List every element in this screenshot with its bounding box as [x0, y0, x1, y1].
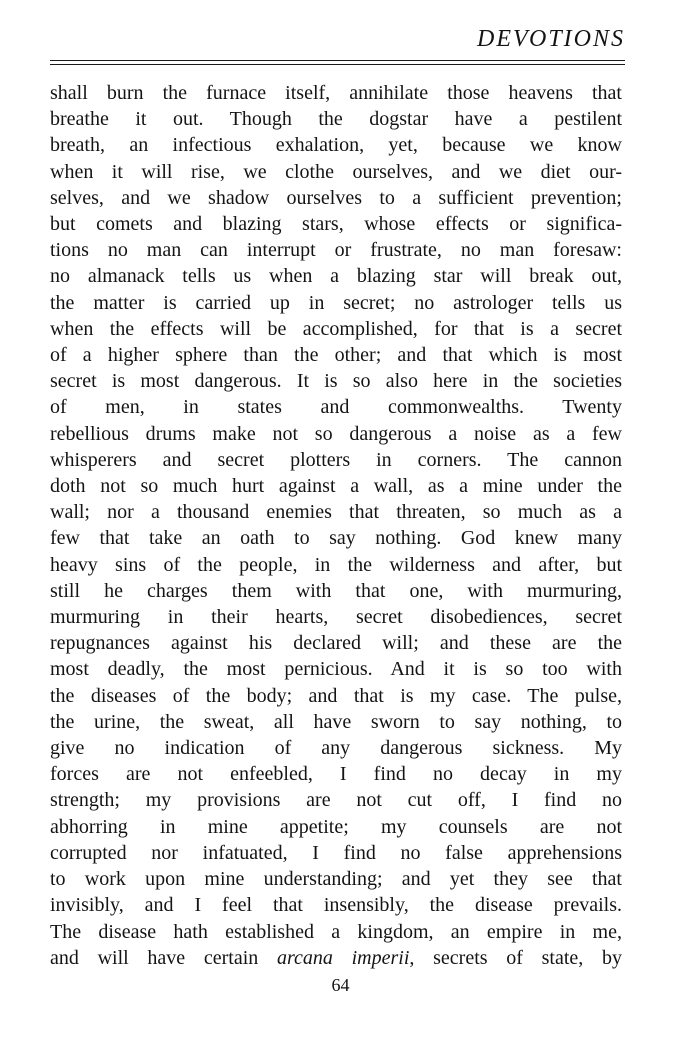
text-line: The disease hath established a kingdom, an empire in me,	[50, 920, 622, 943]
text-line: shall burn the furnace itself, annihilate those heavens that	[50, 82, 622, 104]
text-line: selves, and we shadow ourselves to a sufficient prevention;	[50, 186, 622, 209]
text-line: when the effects will be accomplished, for that is a secret	[50, 317, 622, 340]
text-line: strength; my provisions are not cut off, I find no	[50, 789, 622, 812]
text-line: wall; nor a thousand enemies that threaten, so much as a	[50, 501, 622, 524]
text-line: breath, an infectious exhalation, yet, because we know	[50, 134, 622, 157]
text-line: but comets and blazing stars, whose effects or significa-	[50, 213, 622, 236]
text-line: still he charges them with that one, with murmuring,	[50, 579, 622, 602]
text-line: corrupted nor infatuated, I find no false apprehensions	[50, 841, 622, 864]
text-line: the matter is carried up in secret; no astrologer tells us	[50, 291, 622, 314]
running-title: DEVOTIONS	[477, 26, 625, 52]
text-line: whisperers and secret plotters in corners. The cannon	[50, 448, 622, 471]
text-line: when it will rise, we clothe ourselves, and we diet our-	[50, 160, 622, 183]
text-line: few that take an oath to say nothing. God knew many	[50, 527, 622, 550]
text-line-last	[50, 945, 622, 971]
text-line: give no indication of any dangerous sickness. My	[50, 737, 622, 760]
text-line: invisibly, and I feel that insensibly, the disease prevails.	[50, 894, 622, 917]
text-line: most deadly, the most pernicious. And it is so too with	[50, 658, 622, 681]
text-line: of men, in states and commonwealths. Twenty	[50, 396, 622, 419]
header-rule-lower	[50, 64, 625, 65]
page-number: 64	[331, 975, 350, 995]
text-line: forces are not enfeebled, I find no decay in my	[50, 763, 622, 786]
text-line: of a higher sphere than the other; and that which is most	[50, 344, 622, 367]
text-line: to work upon mine understanding; and yet they see that	[50, 868, 622, 891]
text-line: breathe it out. Though the dogstar have a pestilent	[50, 108, 622, 131]
text-run: and will have certain	[50, 946, 277, 969]
text-line: repugnances against his declared will; and these are the	[50, 632, 622, 655]
body-text	[50, 80, 622, 971]
italic-phrase: arcana imperii	[277, 946, 410, 969]
text-line: rebellious drums make not so dangerous a noise as a few	[50, 422, 622, 445]
text-line: tions no man can interrupt or frustrate, no man foresaw:	[50, 239, 622, 262]
text-line: doth not so much hurt against a wall, as a mine under the	[50, 475, 622, 498]
text-line: murmuring in their hearts, secret disobediences, secret	[50, 606, 622, 629]
text-run: , secrets of state, by	[409, 946, 622, 969]
text-line: the diseases of the body; and that is my case. The pulse,	[50, 684, 622, 707]
text-line: no almanack tells us when a blazing star will break out,	[50, 265, 622, 288]
text-line: abhorring in mine appetite; my counsels are not	[50, 815, 622, 838]
text-line: heavy sins of the people, in the wilderness and after, but	[50, 553, 622, 576]
header-rule-upper	[50, 60, 625, 61]
text-line: secret is most dangerous. It is so also here in the societies	[50, 370, 622, 393]
text-line: the urine, the sweat, all have sworn to say nothing, to	[50, 710, 622, 733]
